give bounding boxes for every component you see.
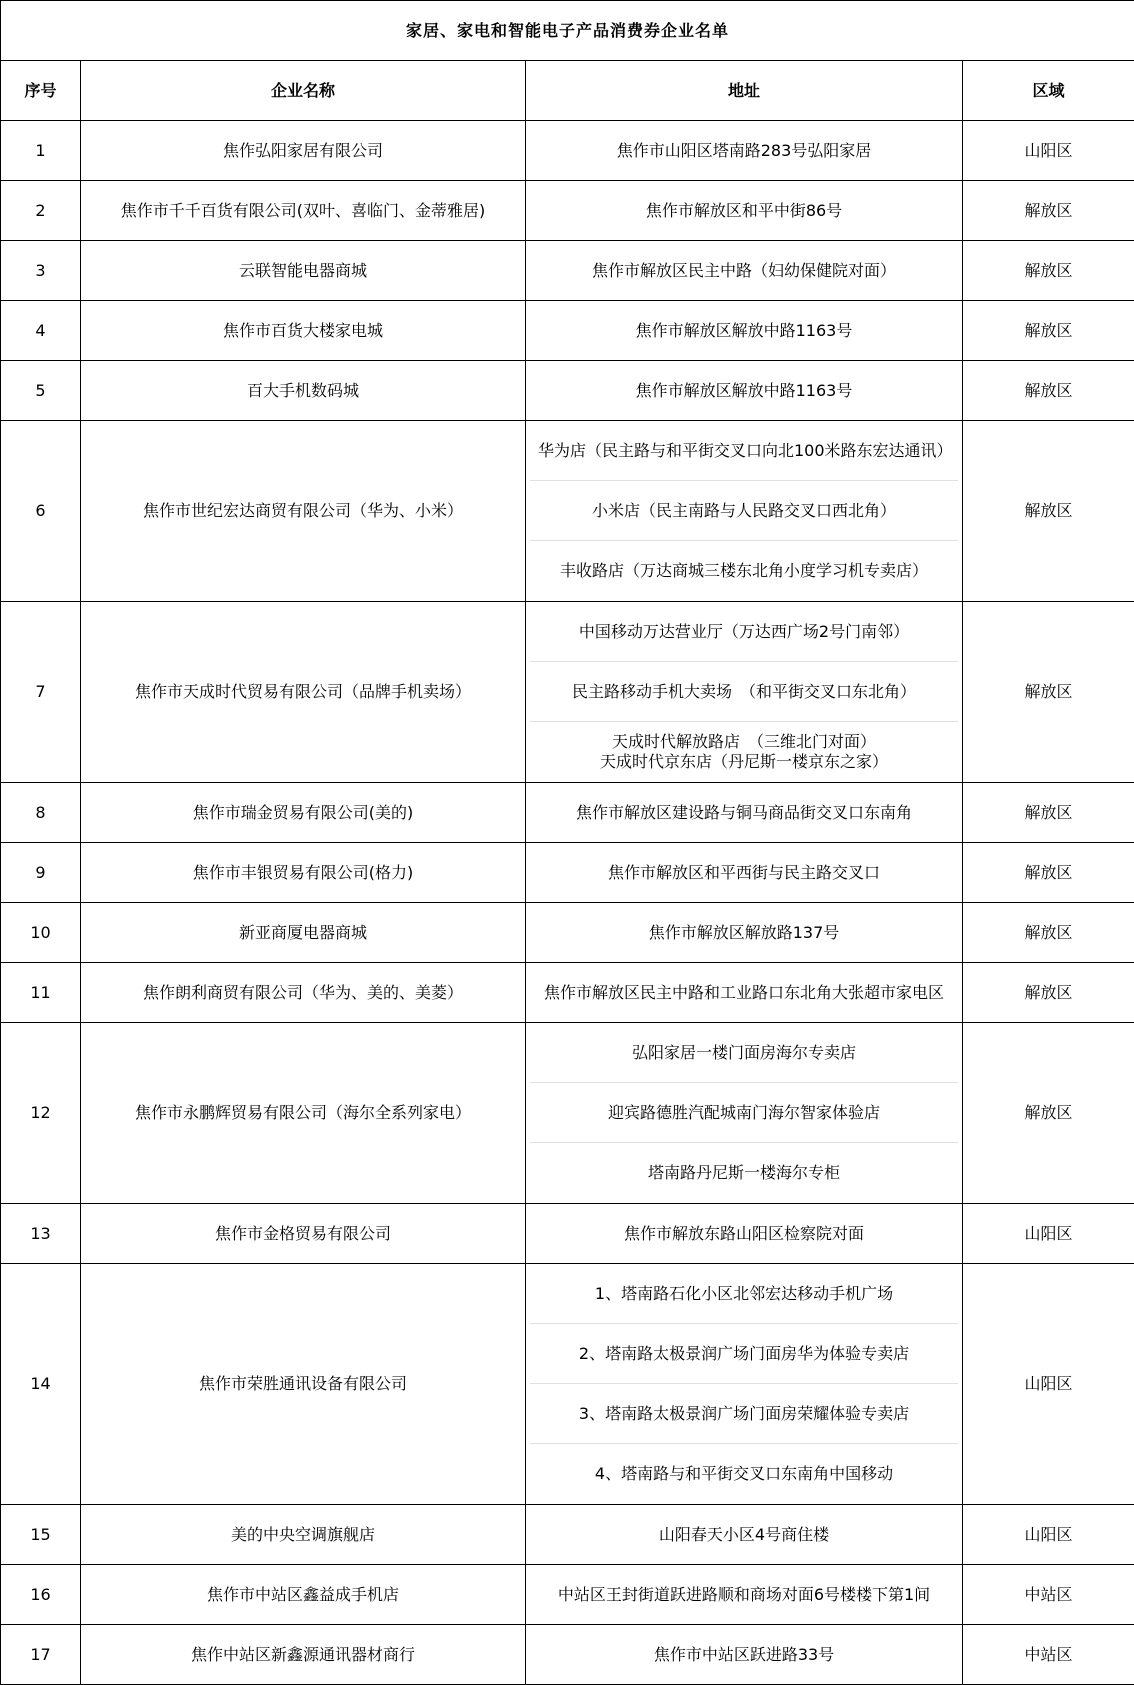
table-row	[1, 843, 1134, 903]
region-cell[interactable]: 解放区	[963, 181, 1134, 241]
index-cell[interactable]: 16	[1, 1565, 81, 1625]
index-cell[interactable]: 3	[1, 241, 81, 301]
address-text: 中国移动万达营业厅（万达西广场2号门南邻）	[579, 622, 909, 642]
index-cell[interactable]: 10	[1, 903, 81, 963]
table-row	[1, 301, 1134, 361]
address-cell[interactable]: 焦作市解放区解放中路1163号	[526, 361, 963, 421]
table-row	[1, 1565, 1134, 1625]
address-cell[interactable]: 焦作市解放区和平中街86号	[526, 181, 963, 241]
region-cell[interactable]: 解放区	[963, 241, 1134, 301]
address-cell[interactable]: 焦作市中站区跃进路33号	[526, 1625, 963, 1685]
company-cell[interactable]: 新亚商厦电器商城	[81, 903, 526, 963]
index-cell[interactable]: 13	[1, 1204, 81, 1264]
table-row	[1, 963, 1134, 1023]
table-row	[1, 602, 1134, 783]
address-text: 3、塔南路太极景润广场门面房荣耀体验专卖店	[579, 1404, 909, 1424]
address-cell[interactable]	[526, 602, 963, 783]
address-text: 1、塔南路石化小区北邻宏达移动手机广场	[595, 1284, 893, 1304]
address-cell[interactable]: 山阳春天小区4号商住楼	[526, 1505, 963, 1565]
address-text: 丰收路店（万达商城三楼东北角小度学习机专卖店）	[560, 561, 928, 581]
index-cell[interactable]: 4	[1, 301, 81, 361]
index-cell[interactable]: 7	[1, 602, 81, 783]
table-row	[1, 181, 1134, 241]
address-cell[interactable]	[526, 1023, 963, 1204]
region-cell[interactable]: 中站区	[963, 1625, 1134, 1685]
region-cell[interactable]: 山阳区	[963, 121, 1134, 181]
address-cell[interactable]: 焦作市解放区民主中路（妇幼保健院对面）	[526, 241, 963, 301]
index-cell[interactable]: 17	[1, 1625, 81, 1685]
address-sub-cell[interactable]	[530, 1444, 958, 1504]
header-address[interactable]: 地址	[526, 61, 963, 121]
region-cell[interactable]: 山阳区	[963, 1505, 1134, 1565]
region-cell[interactable]: 解放区	[963, 301, 1134, 361]
region-cell[interactable]: 解放区	[963, 361, 1134, 421]
address-text: 弘阳家居一楼门面房海尔专卖店	[632, 1043, 856, 1063]
address-cell[interactable]: 焦作市山阳区塔南路283号弘阳家居	[526, 121, 963, 181]
address-sub-cell[interactable]	[530, 1264, 958, 1324]
page-title[interactable]: 家居、家电和智能电子产品消费券企业名单	[1, 1, 1134, 61]
index-cell[interactable]: 5	[1, 361, 81, 421]
company-cell[interactable]: 焦作弘阳家居有限公司	[81, 121, 526, 181]
address-cell[interactable]: 焦作市解放区解放路137号	[526, 903, 963, 963]
company-cell[interactable]: 焦作中站区新鑫源通讯器材商行	[81, 1625, 526, 1685]
company-cell[interactable]: 百大手机数码城	[81, 361, 526, 421]
company-cell[interactable]: 焦作市千千百货有限公司(双叶、喜临门、金蒂雅居)	[81, 181, 526, 241]
table-row	[1, 1625, 1134, 1685]
table-row	[1, 241, 1134, 301]
address-text: 迎宾路德胜汽配城南门海尔智家体验店	[608, 1103, 880, 1123]
address-sub-cell[interactable]	[530, 662, 958, 722]
address-cell[interactable]: 焦作市解放区民主中路和工业路口东北角大张超市家电区	[526, 963, 963, 1023]
company-cell[interactable]: 焦作市世纪宏达商贸有限公司（华为、小米）	[81, 421, 526, 602]
address-text: 华为店（民主路与和平街交叉口向北100米路东宏达通讯）	[538, 441, 950, 461]
address-cell[interactable]: 中站区王封街道跃进路顺和商场对面6号楼楼下第1间	[526, 1565, 963, 1625]
table-row	[1, 361, 1134, 421]
region-cell[interactable]: 解放区	[963, 421, 1134, 602]
index-cell[interactable]: 6	[1, 421, 81, 602]
index-cell[interactable]: 2	[1, 181, 81, 241]
company-cell[interactable]: 云联智能电器商城	[81, 241, 526, 301]
region-cell[interactable]: 解放区	[963, 843, 1134, 903]
header-company[interactable]: 企业名称	[81, 61, 526, 121]
address-sub-cell[interactable]	[530, 421, 958, 481]
region-cell[interactable]: 解放区	[963, 963, 1134, 1023]
table-row	[1, 1264, 1134, 1505]
index-cell[interactable]: 1	[1, 121, 81, 181]
address-sub-cell[interactable]	[530, 541, 958, 601]
table-row	[1, 1204, 1134, 1264]
address-sub-cell[interactable]	[530, 1324, 958, 1384]
address-text: 小米店（民主南路与人民路交叉口西北角）	[592, 501, 896, 521]
address-cell[interactable]: 焦作市解放区和平西街与民主路交叉口	[526, 843, 963, 903]
address-sub-cell[interactable]	[530, 1083, 958, 1143]
region-cell[interactable]: 解放区	[963, 903, 1134, 963]
table-row	[1, 1505, 1134, 1565]
address-cell[interactable]: 焦作市解放东路山阳区检察院对面	[526, 1204, 963, 1264]
address-text: 天成时代解放路店 （三维北门对面） 天成时代京东店（丹尼斯一楼京东之家）	[600, 732, 888, 772]
region-cell[interactable]: 山阳区	[963, 1204, 1134, 1264]
region-cell[interactable]: 解放区	[963, 602, 1134, 783]
address-cell[interactable]	[526, 421, 963, 602]
company-cell[interactable]: 焦作市天成时代贸易有限公司（品牌手机卖场）	[81, 602, 526, 783]
index-cell[interactable]: 9	[1, 843, 81, 903]
address-cell[interactable]: 焦作市解放区解放中路1163号	[526, 301, 963, 361]
header-region[interactable]: 区域	[963, 61, 1134, 121]
company-cell[interactable]: 焦作市中站区鑫益成手机店	[81, 1565, 526, 1625]
region-cell[interactable]: 山阳区	[963, 1264, 1134, 1505]
address-sub-cell[interactable]	[530, 602, 958, 662]
region-cell[interactable]: 中站区	[963, 1565, 1134, 1625]
table-row	[1, 421, 1134, 602]
address-sub-cell[interactable]	[530, 722, 958, 782]
company-cell[interactable]: 焦作市永鹏辉贸易有限公司（海尔全系列家电）	[81, 1023, 526, 1204]
address-sub-cell[interactable]	[530, 1143, 958, 1203]
company-cell[interactable]: 焦作朗利商贸有限公司（华为、美的、美菱）	[81, 963, 526, 1023]
address-sub-cell[interactable]	[530, 481, 958, 541]
address-cell[interactable]	[526, 1264, 963, 1505]
company-cell[interactable]: 焦作市丰银贸易有限公司(格力)	[81, 843, 526, 903]
address-sub-cell[interactable]	[530, 1023, 958, 1083]
address-text: 民主路移动手机大卖场 （和平街交叉口东北角）	[572, 682, 916, 702]
header-index[interactable]: 序号	[1, 61, 81, 121]
region-cell[interactable]: 解放区	[963, 1023, 1134, 1204]
company-cell[interactable]: 焦作市荣胜通讯设备有限公司	[81, 1264, 526, 1505]
table-row	[1, 783, 1134, 843]
company-cell[interactable]: 焦作市百货大楼家电城	[81, 301, 526, 361]
address-text: 2、塔南路太极景润广场门面房华为体验专卖店	[579, 1344, 909, 1364]
company-cell[interactable]: 焦作市瑞金贸易有限公司(美的)	[81, 783, 526, 843]
company-cell[interactable]: 焦作市金格贸易有限公司	[81, 1204, 526, 1264]
address-text: 4、塔南路与和平街交叉口东南角中国移动	[595, 1464, 893, 1484]
header-row	[1, 61, 1134, 121]
address-cell[interactable]: 焦作市解放区建设路与铜马商品街交叉口东南角	[526, 783, 963, 843]
address-text: 塔南路丹尼斯一楼海尔专柜	[648, 1163, 840, 1183]
table-row	[1, 903, 1134, 963]
index-cell[interactable]: 11	[1, 963, 81, 1023]
company-cell[interactable]: 美的中央空调旗舰店	[81, 1505, 526, 1565]
index-cell[interactable]: 14	[1, 1264, 81, 1505]
region-cell[interactable]: 解放区	[963, 783, 1134, 843]
index-cell[interactable]: 15	[1, 1505, 81, 1565]
table-row	[1, 121, 1134, 181]
address-sub-cell[interactable]	[530, 1384, 958, 1444]
table-row	[1, 1023, 1134, 1204]
index-cell[interactable]: 8	[1, 783, 81, 843]
title-row	[1, 1, 1134, 61]
index-cell[interactable]: 12	[1, 1023, 81, 1204]
